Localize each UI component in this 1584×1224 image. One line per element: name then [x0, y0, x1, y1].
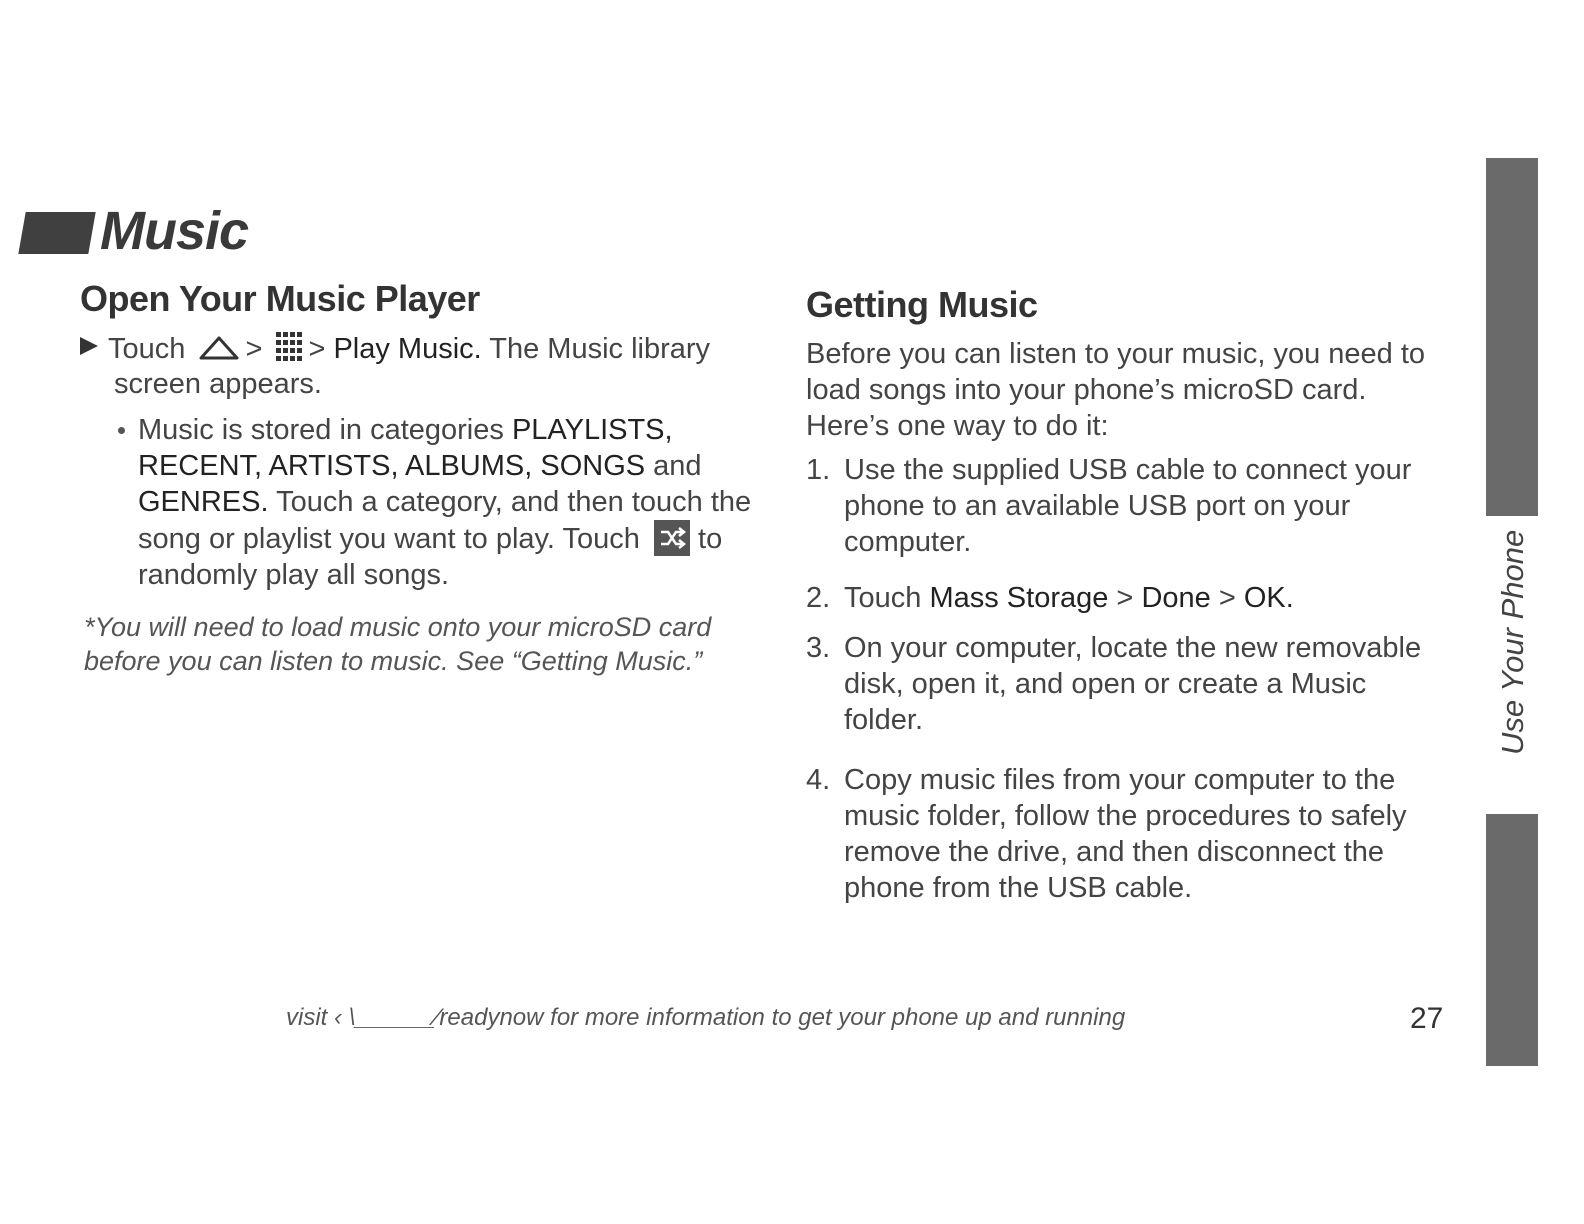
shuffle-icon [654, 520, 690, 556]
getting-music-intro: Before you can listen to your music, you need to load songs into your phone’s microSD card. Here’s one way to do it: [806, 338, 1426, 442]
and-word: and [645, 450, 702, 482]
play-music-label: Play Music. [333, 333, 482, 365]
apps-grid-icon [274, 330, 304, 364]
step-number: 1. [806, 454, 831, 486]
page-number: 27 [1410, 1002, 1444, 1035]
step-text: Use the supplied USB cable to connect your phone to an available USB port on your computer. [844, 454, 1412, 558]
side-tab-bar-top [1486, 158, 1538, 516]
section-title: Music [100, 201, 249, 261]
gt-symbol: > [245, 333, 263, 365]
step-item [806, 630, 1436, 738]
step-item [806, 580, 1436, 616]
bullet-dot [118, 427, 125, 434]
footer-text: visit ‹ \______⁄readynow for more information to get your phone up and running [286, 1004, 1126, 1031]
ok-label: OK. [1243, 582, 1294, 614]
step2-pre: Touch [844, 582, 930, 614]
microsd-note: *You will need to load music onto your microSD card before you can listen to music. See “Getting Music.” [84, 612, 712, 676]
gt-symbol: > [1210, 582, 1244, 614]
step-item [806, 762, 1436, 906]
categories-label: RECENT, ARTISTS, ALBUMS, SONGS [138, 450, 646, 482]
home-icon [197, 334, 241, 362]
step-text: On your computer, locate the new removable disk, open it, and open or create a Music folder. [844, 632, 1422, 736]
touch-word: Touch [108, 333, 186, 365]
section-marker [18, 212, 95, 254]
touch-line-rest: The Music library [481, 333, 711, 365]
step-number: 3. [806, 632, 831, 664]
gt-symbol: > [1108, 582, 1142, 614]
mass-storage-label: Mass Storage [929, 582, 1109, 614]
step-text: Copy music files from your computer to the music folder, follow the procedures to safely remove the drive, and then disconnect the phone from the USB cable. [844, 764, 1407, 904]
done-label: Done [1141, 582, 1211, 614]
bullet-arrow-icon [80, 337, 98, 355]
bullet-end: to randomly play all songs. [138, 523, 723, 591]
open-player-heading: Open Your Music Player [80, 278, 480, 319]
playlists-label: PLAYLISTS, [511, 414, 673, 446]
touch-instruction [80, 330, 760, 367]
step-number: 4. [806, 764, 831, 796]
genres-label: GENRES. [138, 486, 269, 518]
bullet-mid: Touch a category, and then touch the song or playlist you want to play. Touch [138, 486, 752, 555]
step-text [844, 580, 1436, 616]
gt-symbol-2: > [308, 333, 326, 365]
categories-bullet [118, 412, 758, 593]
side-tab-label: Use Your Phone [1495, 529, 1530, 755]
step-number: 2. [806, 582, 831, 614]
step-item [806, 452, 1436, 560]
side-tab-bar-bottom [1486, 814, 1538, 1066]
getting-music-heading: Getting Music [806, 284, 1038, 325]
bullet-pre: Music is stored in categories [138, 414, 512, 446]
touch-instruction-cont: screen appears. [114, 368, 322, 400]
